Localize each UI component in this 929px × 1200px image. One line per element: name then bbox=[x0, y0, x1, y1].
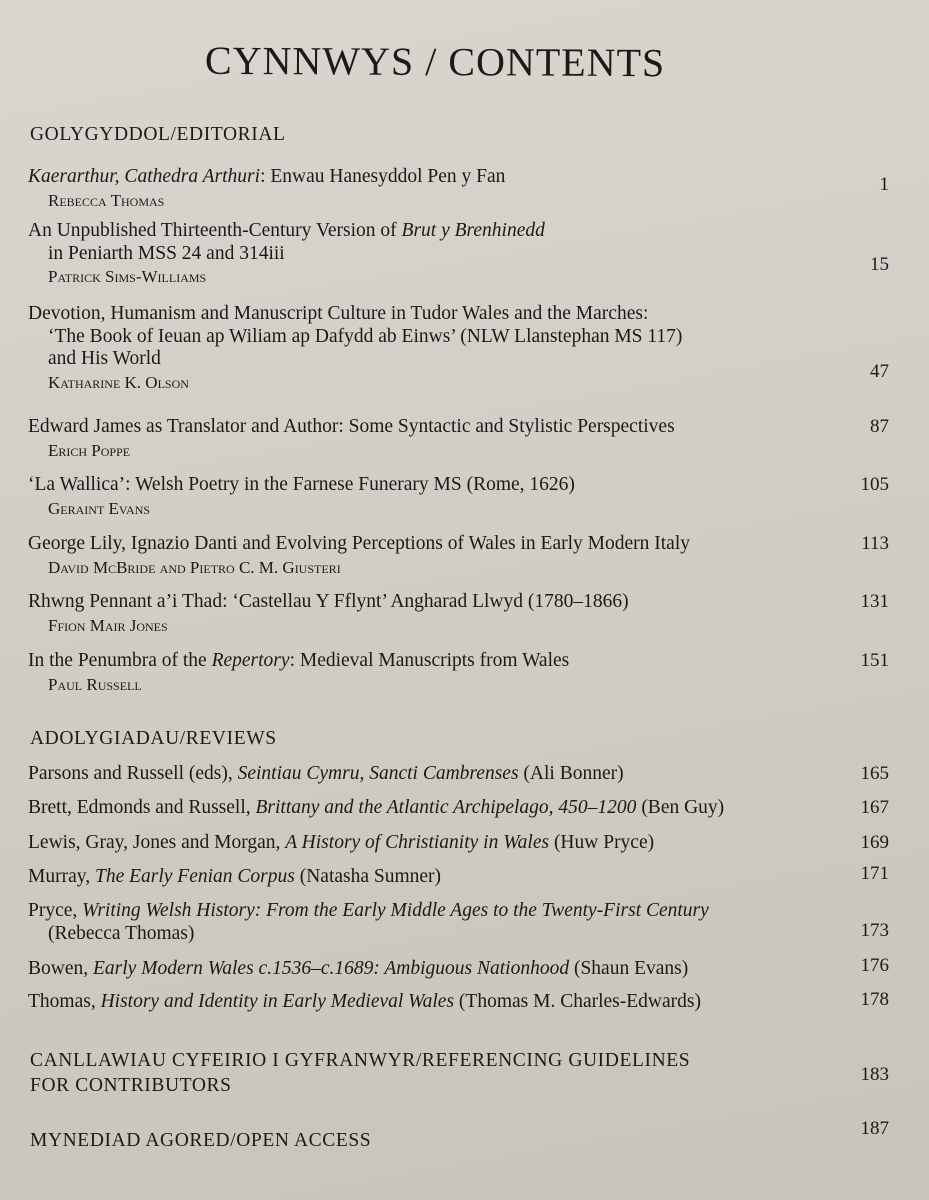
entry-title-line3: and His World bbox=[48, 348, 161, 369]
page-number: 47 bbox=[870, 361, 889, 382]
entry-author: Katharine K. Olson bbox=[48, 372, 189, 392]
review-book-title: Writing Welsh History: From the Early Middle Ages to the Twenty-First Century bbox=[82, 900, 709, 921]
entry-title: Rhwng Pennant a’i Thad: ‘Castellau Y Fflynt’ Angharad Llwyd (1780–1866) bbox=[28, 591, 629, 612]
entry-title bbox=[28, 166, 889, 189]
reviewer: (Ali Bonner) bbox=[518, 763, 624, 784]
review-book-title: History and Identity in Early Medieval Wales bbox=[100, 991, 455, 1012]
review-title bbox=[28, 958, 889, 981]
page-number: 171 bbox=[860, 863, 889, 884]
entry-author: Rebecca Thomas bbox=[48, 190, 165, 210]
review-entry bbox=[28, 763, 889, 786]
review-author: Pryce, bbox=[28, 900, 83, 921]
review-entry bbox=[28, 797, 889, 820]
review-book-title: Brittany and the Atlantic Archipelago, 450–1200 bbox=[255, 797, 637, 818]
toc-entry bbox=[28, 533, 889, 579]
review-title bbox=[28, 866, 889, 889]
reviewer: (Thomas M. Charles-Edwards) bbox=[454, 991, 701, 1012]
section-heading-editorial: GOLYGYDDOL/EDITORIAL bbox=[30, 124, 286, 145]
page-number: 15 bbox=[870, 254, 889, 275]
toc-entry bbox=[28, 166, 889, 212]
page-number: 173 bbox=[860, 920, 889, 941]
review-author: Murray, bbox=[28, 866, 95, 887]
review-title bbox=[28, 991, 889, 1014]
entry-title-italic: Kaerarthur, Cathedra Arthuri bbox=[28, 166, 261, 187]
entry-title-rest: : Enwau Hanesyddol Pen y Fan bbox=[260, 166, 506, 187]
entry-title-line2: ‘The Book of Ieuan ap Wiliam ap Dafydd ab Einws’ (NLW Llanstephan MS 117) bbox=[48, 325, 683, 347]
entry-title: ‘La Wallica’: Welsh Poetry in the Farnese Funerary MS (Rome, 1626) bbox=[28, 474, 575, 495]
review-entry bbox=[28, 863, 889, 889]
entry-title-pre: An Unpublished Thirteenth-Century Version of bbox=[28, 220, 402, 241]
review-book-title: Seintiau Cymru, Sancti Cambrenses bbox=[237, 763, 519, 784]
reviewer: (Ben Guy) bbox=[636, 797, 725, 818]
entry-title bbox=[28, 220, 889, 243]
page-number: 178 bbox=[860, 989, 889, 1010]
open-access-entry bbox=[28, 1118, 889, 1152]
page-number: 151 bbox=[860, 650, 889, 671]
review-author: Thomas, bbox=[28, 991, 101, 1012]
section-heading-reviews: ADOLYGIADAU/REVIEWS bbox=[30, 728, 277, 749]
entry-title: Devotion, Humanism and Manuscript Culture in Tudor Wales and the Marches: bbox=[28, 303, 649, 324]
review-entry bbox=[28, 900, 889, 945]
guidelines-heading-line2: FOR CONTRIBUTORS bbox=[30, 1075, 232, 1096]
entry-title-italic: Repertory bbox=[211, 650, 290, 671]
page-number: 113 bbox=[861, 533, 889, 554]
review-title bbox=[28, 797, 889, 820]
toc-entry bbox=[28, 303, 889, 394]
entry-author: David McBride and Pietro C. M. Giusteri bbox=[48, 557, 341, 577]
toc-entry bbox=[28, 591, 889, 637]
review-author: Lewis, Gray, Jones and Morgan, bbox=[28, 832, 286, 853]
toc-entry bbox=[28, 220, 889, 288]
entry-title-line2: in Peniarth MSS 24 and 314iii bbox=[48, 242, 285, 264]
reviewer: (Natasha Sumner) bbox=[294, 866, 442, 887]
reviewer: (Rebecca Thomas) bbox=[48, 922, 195, 944]
review-author: Brett, Edmonds and Russell, bbox=[28, 797, 256, 818]
entry-title: Edward James as Translator and Author: Some Syntactic and Stylistic Perspectives bbox=[28, 416, 675, 437]
open-access-heading: MYNEDIAD AGORED/OPEN ACCESS bbox=[30, 1130, 372, 1151]
reviewer: (Huw Pryce) bbox=[549, 832, 655, 853]
toc-entry bbox=[28, 650, 889, 696]
guidelines-entry bbox=[28, 1048, 889, 1098]
page-title: CYNNWYS / CONTENTS bbox=[204, 37, 666, 86]
review-author: Bowen, bbox=[28, 958, 93, 979]
reviewer: (Shaun Evans) bbox=[569, 958, 689, 979]
toc-entry bbox=[28, 416, 889, 462]
page-number: 105 bbox=[860, 474, 889, 495]
review-title bbox=[28, 832, 889, 855]
entry-title: George Lily, Ignazio Danti and Evolving Perceptions of Wales in Early Modern Italy bbox=[28, 533, 690, 554]
entry-author: Ffion Mair Jones bbox=[48, 615, 168, 635]
page-number: 165 bbox=[860, 763, 889, 784]
review-title bbox=[28, 900, 889, 923]
review-entry bbox=[28, 832, 889, 855]
entry-author: Geraint Evans bbox=[48, 498, 151, 518]
page-number: 176 bbox=[860, 955, 889, 976]
entry-title-pre: In the Penumbra of the bbox=[28, 650, 212, 671]
page-number: 169 bbox=[860, 832, 889, 853]
entry-title-post: : Medieval Manuscripts from Wales bbox=[289, 650, 570, 671]
review-entry bbox=[28, 955, 889, 981]
page-number: 183 bbox=[860, 1064, 889, 1085]
entry-author: Paul Russell bbox=[48, 674, 142, 694]
review-book-title: The Early Fenian Corpus bbox=[94, 866, 295, 887]
entry-author: Erich Poppe bbox=[48, 440, 131, 460]
review-book-title: Early Modern Wales c.1536–c.1689: Ambiguous Nationhood bbox=[93, 958, 570, 979]
page-number: 167 bbox=[860, 797, 889, 818]
review-entry bbox=[28, 991, 889, 1014]
review-book-title: A History of Christianity in Wales bbox=[285, 832, 550, 853]
entry-title bbox=[28, 650, 889, 673]
entry-author: Patrick Sims-Williams bbox=[48, 267, 207, 286]
page-number: 187 bbox=[860, 1118, 889, 1139]
review-title bbox=[28, 763, 889, 786]
toc-entry bbox=[28, 474, 889, 520]
page-number: 87 bbox=[870, 416, 889, 437]
review-author: Parsons and Russell (eds), bbox=[28, 763, 238, 784]
guidelines-heading-line1: CANLLAWIAU CYFEIRIO I GYFRANWYR/REFERENCING GUIDELINES bbox=[30, 1050, 691, 1071]
page-number: 131 bbox=[860, 591, 889, 612]
entry-title-italic: Brut y Brenhinedd bbox=[401, 220, 545, 241]
page-number: 1 bbox=[879, 174, 889, 195]
